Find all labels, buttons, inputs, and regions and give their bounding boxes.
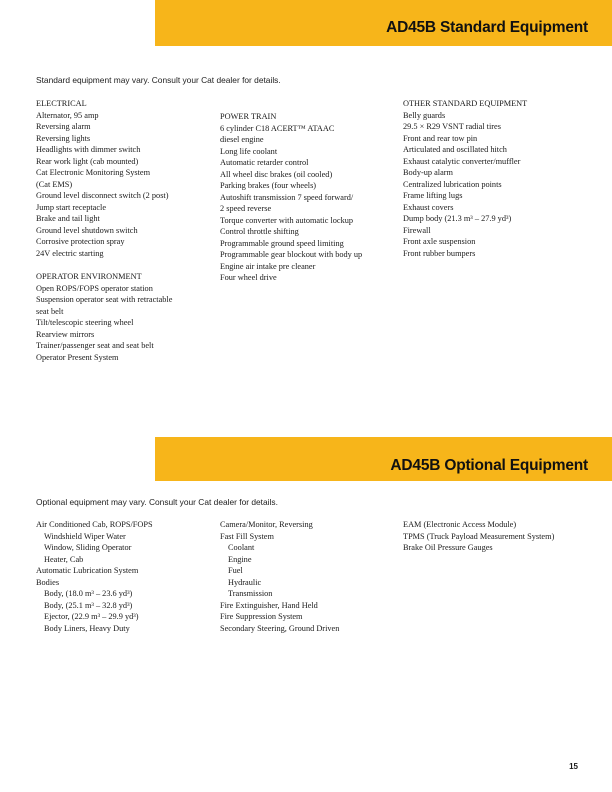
list-item: Automatic Lubrication System: [36, 566, 139, 575]
list-item: EAM (Electronic Access Module): [403, 520, 517, 529]
list-item: (Cat EMS): [36, 179, 73, 189]
list-item: Ground level shutdown switch: [36, 225, 138, 235]
list-item: Fire Suppression System: [220, 612, 303, 621]
list-item: Body, (25.1 m³ – 32.8 yd³): [44, 600, 133, 610]
list-item: Long life coolant: [220, 146, 278, 156]
optional-list-3: [403, 519, 603, 554]
standard-column-2: [220, 111, 395, 284]
list-item: Heater, Cab: [44, 554, 84, 564]
other-standard-heading: OTHER STANDARD EQUIPMENT: [403, 99, 528, 108]
list-item: Body-up alarm: [403, 168, 454, 177]
power-train-heading: POWER TRAIN: [220, 112, 277, 121]
list-item: 29.5 × R29 VSNT radial tires: [403, 122, 501, 131]
electrical-heading: ELECTRICAL: [36, 99, 87, 108]
list-item: Front rubber bumpers: [403, 248, 476, 258]
optional-equipment-banner: [155, 437, 612, 481]
list-item: Firewall: [403, 225, 431, 235]
list-item: Control throttle shifting: [220, 227, 299, 236]
optional-equipment-title: AD45B Optional Equipment: [390, 457, 588, 474]
list-item: Programmable gear blockout with body up: [220, 250, 363, 259]
list-item: 24V electric starting: [36, 248, 104, 258]
list-item: Cat Electronic Monitoring System: [36, 168, 151, 177]
list-item: Transmission: [228, 589, 273, 598]
list-item: Body Liners, Heavy Duty: [44, 623, 130, 633]
optional-column-2: [220, 519, 400, 634]
list-item: Bodies: [36, 577, 60, 587]
list-item: Centralized lubrication points: [403, 179, 502, 189]
power-train-list: [220, 123, 395, 284]
list-item: Open ROPS/FOPS operator station: [36, 283, 153, 293]
list-item: seat belt: [36, 306, 64, 316]
list-item: Brake Oil Pressure Gauges: [403, 543, 493, 552]
operator-environment-heading: OPERATOR ENVIRONMENT: [36, 272, 142, 281]
list-item: Ground level disconnect switch (2 post): [36, 191, 169, 200]
list-item: Jump start receptacle: [36, 202, 107, 212]
list-item: Programmable ground speed limiting: [220, 238, 344, 248]
operator-environment-list: [36, 283, 211, 364]
other-standard-list: [403, 110, 593, 260]
list-item: Front and rear tow pin: [403, 133, 478, 143]
list-item: Body, (18.0 m³ – 23.6 yd³): [44, 589, 133, 598]
list-item: Automatic retarder control: [220, 158, 309, 167]
list-item: Fuel: [228, 566, 243, 575]
list-item: Belly guards: [403, 110, 446, 120]
optional-list-1: [36, 519, 216, 634]
list-item: Frame lifting lugs: [403, 191, 463, 200]
optional-column-3: [403, 519, 603, 554]
list-item: Reversing lights: [36, 133, 91, 143]
optional-list-2: [220, 519, 400, 634]
list-item: Autoshift transmission 7 speed forward/: [220, 192, 354, 202]
list-item: All wheel disc brakes (oil cooled): [220, 169, 333, 179]
list-item: Corrosive protection spray: [36, 237, 125, 246]
list-item: 2 speed reverse: [220, 204, 272, 213]
standard-column-1: [36, 98, 211, 363]
list-item: Brake and tail light: [36, 214, 100, 223]
standard-equipment-note: Standard equipment may vary. Consult your Cat dealer for details.: [36, 75, 281, 85]
list-item: Four wheel drive: [220, 273, 277, 282]
standard-equipment-banner: [155, 0, 612, 46]
list-item: Exhaust catalytic converter/muffler: [403, 156, 521, 166]
list-item: Windshield Wiper Water: [44, 531, 126, 541]
list-item: Articulated and oscillated hitch: [403, 145, 507, 154]
list-item: Front axle suspension: [403, 237, 476, 246]
list-item: Torque converter with automatic lockup: [220, 215, 354, 225]
page-number: 15: [569, 762, 578, 771]
standard-equipment-title: AD45B Standard Equipment: [386, 19, 588, 36]
list-item: Exhaust covers: [403, 202, 454, 212]
list-item: TPMS (Truck Payload Measurement System): [403, 531, 555, 541]
list-item: Camera/Monitor, Reversing: [220, 520, 313, 529]
list-item: Ejector, (22.9 m³ – 29.9 yd³): [44, 612, 139, 621]
list-item: Parking brakes (four wheels): [220, 181, 317, 190]
list-item: Window, Sliding Operator: [44, 543, 132, 552]
list-item: Air Conditioned Cab, ROPS/FOPS: [36, 520, 153, 529]
list-item: 6 cylinder C18 ACERT™ ATAAC: [220, 123, 335, 133]
list-item: Suspension operator seat with retractable: [36, 295, 173, 304]
standard-column-3: [403, 98, 593, 259]
list-item: Engine air intake pre cleaner: [220, 261, 316, 271]
list-item: Operator Present System: [36, 352, 119, 362]
list-item: Secondary Steering, Ground Driven: [220, 623, 340, 633]
list-item: Fire Extinguisher, Hand Held: [220, 600, 318, 610]
optional-column-1: [36, 519, 216, 634]
list-item: Engine: [228, 554, 252, 564]
list-item: Coolant: [228, 543, 255, 552]
list-item: Reversing alarm: [36, 122, 91, 131]
list-item: Dump body (21.3 m³ – 27.9 yd³): [403, 214, 512, 223]
optional-equipment-note: Optional equipment may vary. Consult your Cat dealer for details.: [36, 497, 278, 507]
list-item: Headlights with dimmer switch: [36, 145, 141, 154]
list-item: Rear work light (cab mounted): [36, 156, 139, 166]
electrical-list: [36, 110, 211, 260]
list-item: Fast Fill System: [220, 531, 274, 541]
list-item: Rearview mirrors: [36, 329, 95, 339]
list-item: Hydraulic: [228, 577, 262, 587]
list-item: Tilt/telescopic steering wheel: [36, 318, 134, 327]
list-item: Trainer/passenger seat and seat belt: [36, 341, 154, 350]
list-item: diesel engine: [220, 135, 264, 144]
list-item: Alternator, 95 amp: [36, 110, 99, 120]
